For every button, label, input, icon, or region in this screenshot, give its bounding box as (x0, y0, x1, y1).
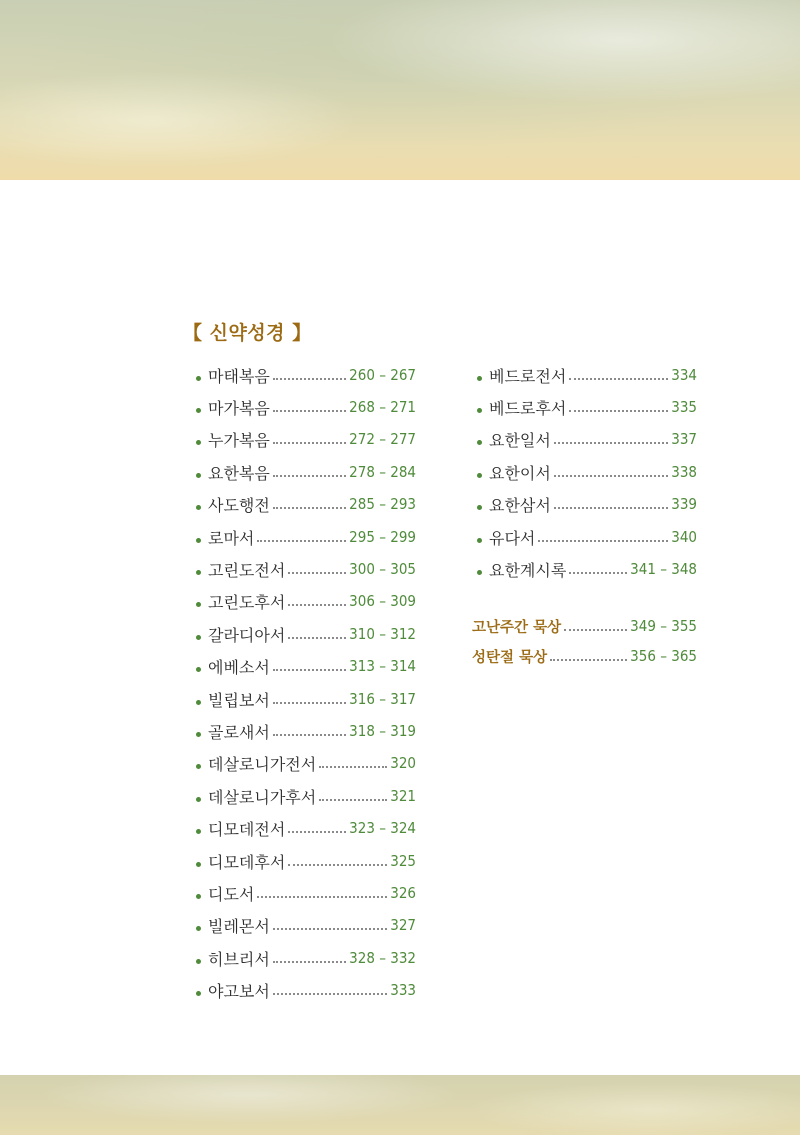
bullet-icon (196, 667, 201, 672)
book-name: 히브리서 (208, 949, 270, 969)
bullet-icon (477, 570, 482, 575)
bullet-icon (196, 959, 201, 964)
toc-entry[interactable] (196, 978, 416, 1002)
toc-entry[interactable] (196, 816, 416, 840)
book-name: 에베소서 (208, 657, 270, 677)
page-range: 318 – 319 (349, 722, 416, 740)
toc-entry[interactable] (196, 622, 416, 646)
page-range: 310 – 312 (349, 625, 416, 643)
dot-leader (273, 475, 346, 477)
bullet-icon (196, 797, 201, 802)
page-range: 325 (390, 852, 416, 870)
toc-entry[interactable] (196, 589, 416, 613)
dot-leader (569, 378, 668, 380)
dot-leader (538, 540, 668, 542)
book-name: 사도행전 (208, 495, 270, 515)
devotional-title: 성탄절 묵상 (472, 649, 548, 666)
sky-footer-image (0, 1075, 800, 1135)
page-range: 333 (390, 981, 416, 999)
book-name: 요한일서 (489, 430, 551, 450)
page-range: 341 – 348 (630, 560, 697, 578)
dot-leader (273, 961, 346, 963)
page-range: 300 – 305 (349, 560, 416, 578)
bullet-icon (477, 440, 482, 445)
bullet-icon (196, 700, 201, 705)
dot-leader (273, 507, 346, 509)
dot-leader (288, 637, 346, 639)
page-range: 338 (671, 463, 697, 481)
page-range: 326 (390, 884, 416, 902)
book-name: 요한계시록 (489, 560, 567, 580)
toc-entry[interactable] (196, 719, 416, 743)
toc-entry[interactable] (196, 881, 416, 905)
dot-leader (288, 572, 346, 574)
toc-entry[interactable] (477, 363, 697, 387)
toc-entry[interactable] (196, 460, 416, 484)
dot-leader (550, 659, 627, 661)
book-name: 로마서 (208, 528, 255, 548)
toc-entry[interactable] (196, 492, 416, 516)
page-range: 328 – 332 (349, 949, 416, 967)
book-name: 디도서 (208, 884, 255, 904)
bullet-icon (477, 408, 482, 413)
bullet-icon (477, 376, 482, 381)
book-name: 요한삼서 (489, 495, 551, 515)
dot-leader (554, 475, 668, 477)
bullet-icon (196, 440, 201, 445)
dot-leader (288, 604, 346, 606)
dot-leader (569, 410, 668, 412)
bullet-icon (477, 505, 482, 510)
page-range: 321 (390, 787, 416, 805)
page-range: 316 – 317 (349, 690, 416, 708)
toc-entry[interactable] (196, 654, 416, 678)
bullet-icon (196, 991, 201, 996)
bullet-icon (196, 376, 201, 381)
toc-entry[interactable] (477, 395, 697, 419)
page-range: 356 – 365 (630, 647, 697, 665)
page-range: 320 (390, 754, 416, 772)
page-range: 295 – 299 (349, 528, 416, 546)
book-name: 누가복음 (208, 430, 270, 450)
toc-entry[interactable] (477, 525, 697, 549)
page-range: 337 (671, 430, 697, 448)
dot-leader (288, 864, 387, 866)
toc-entry[interactable] (477, 427, 697, 451)
dot-leader (554, 442, 668, 444)
dot-leader (273, 734, 346, 736)
toc-entry[interactable] (196, 557, 416, 581)
page-range: 323 – 324 (349, 819, 416, 837)
dot-leader (257, 896, 387, 898)
dot-leader (257, 540, 346, 542)
book-name: 빌레몬서 (208, 916, 270, 936)
toc-entry[interactable] (196, 687, 416, 711)
book-name: 고린도전서 (208, 560, 286, 580)
dot-leader (288, 831, 346, 833)
bullet-icon (196, 829, 201, 834)
page-range: 272 – 277 (349, 430, 416, 448)
devotional-entry[interactable] (472, 644, 697, 668)
devotional-title: 고난주간 묵상 (472, 619, 562, 636)
page-range: 334 (671, 366, 697, 384)
page-range: 349 – 355 (630, 617, 697, 635)
bullet-icon (196, 602, 201, 607)
book-name: 요한이서 (489, 463, 551, 483)
page-range: 340 (671, 528, 697, 546)
book-name: 고린도후서 (208, 592, 286, 612)
page-range: 268 – 271 (349, 398, 416, 416)
dot-leader (319, 799, 387, 801)
sky-header-image (0, 0, 800, 180)
book-name: 데살로니가전서 (208, 754, 317, 774)
dot-leader (273, 442, 346, 444)
page-range: 339 (671, 495, 697, 513)
page-range: 306 – 309 (349, 592, 416, 610)
dot-leader (319, 766, 387, 768)
toc-entry[interactable] (477, 557, 697, 581)
book-name: 베드로전서 (489, 366, 567, 386)
section-title: 【 신약성경 】 (183, 322, 312, 344)
bullet-icon (196, 862, 201, 867)
dot-leader (273, 669, 346, 671)
bullet-icon (196, 570, 201, 575)
dot-leader (564, 629, 627, 631)
page-range: 278 – 284 (349, 463, 416, 481)
bullet-icon (196, 505, 201, 510)
toc-entry[interactable] (196, 849, 416, 873)
book-name: 갈라디아서 (208, 625, 286, 645)
dot-leader (273, 928, 387, 930)
toc-entry[interactable] (196, 395, 416, 419)
bullet-icon (196, 473, 201, 478)
toc-entry[interactable] (196, 525, 416, 549)
dot-leader (569, 572, 627, 574)
bullet-icon (477, 538, 482, 543)
book-name: 야고보서 (208, 981, 270, 1001)
bullet-icon (196, 732, 201, 737)
page-range: 327 (390, 916, 416, 934)
dot-leader (273, 378, 346, 380)
page-range: 285 – 293 (349, 495, 416, 513)
dot-leader (554, 507, 668, 509)
bullet-icon (477, 473, 482, 478)
bullet-icon (196, 635, 201, 640)
bullet-icon (196, 926, 201, 931)
page-range: 260 – 267 (349, 366, 416, 384)
bullet-icon (196, 894, 201, 899)
toc-entry[interactable] (196, 946, 416, 970)
book-name: 요한복음 (208, 463, 270, 483)
book-name: 디모데전서 (208, 819, 286, 839)
bullet-icon (196, 538, 201, 543)
dot-leader (273, 702, 346, 704)
page-range: 313 – 314 (349, 657, 416, 675)
book-name: 빌립보서 (208, 690, 270, 710)
book-name: 마가복음 (208, 398, 270, 418)
toc-entry[interactable] (196, 751, 416, 775)
book-name: 디모데후서 (208, 852, 286, 872)
book-name: 마태복음 (208, 366, 270, 386)
dot-leader (273, 410, 346, 412)
toc-entry[interactable] (196, 784, 416, 808)
toc-entry[interactable] (196, 913, 416, 937)
toc-entry[interactable] (196, 363, 416, 387)
bullet-icon (196, 764, 201, 769)
devotional-entry[interactable] (472, 614, 697, 638)
book-name: 유다서 (489, 528, 536, 548)
book-name: 데살로니가후서 (208, 787, 317, 807)
toc-entry[interactable] (196, 427, 416, 451)
toc-entry[interactable] (477, 460, 697, 484)
page-range: 335 (671, 398, 697, 416)
bullet-icon (196, 408, 201, 413)
book-name: 베드로후서 (489, 398, 567, 418)
book-name: 골로새서 (208, 722, 270, 742)
dot-leader (273, 993, 387, 995)
toc-entry[interactable] (477, 492, 697, 516)
